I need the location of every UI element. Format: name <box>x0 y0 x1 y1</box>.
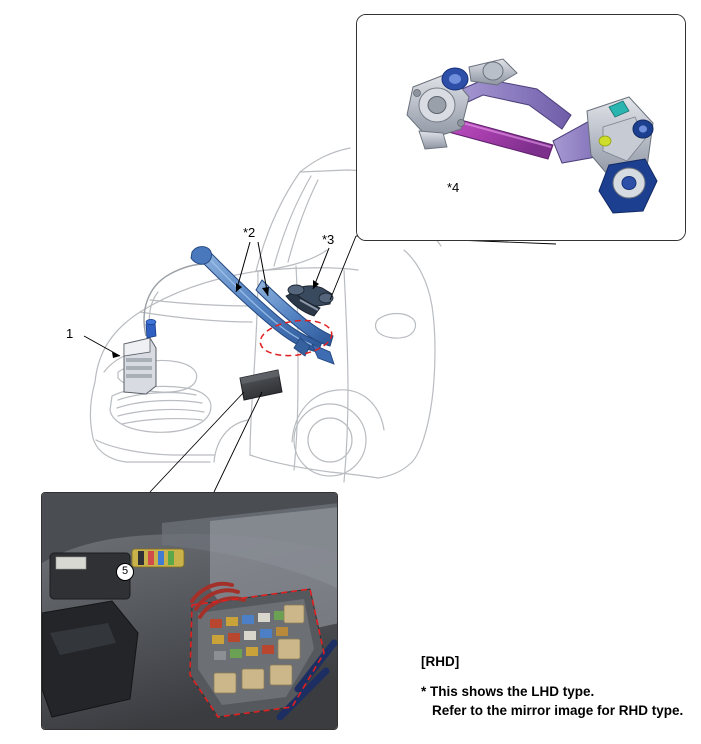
callout-1: 1 <box>66 326 74 341</box>
notes-block <box>421 652 686 721</box>
rhd-tag: [RHD] <box>421 654 460 669</box>
callout-4: *4 <box>447 180 460 195</box>
callout-5: 5 <box>116 563 134 581</box>
engine-fuse-box-part <box>240 370 282 400</box>
note-line-1: * This shows the LHD type. <box>421 683 595 699</box>
wiper-linkage-graphic <box>357 15 686 241</box>
wiper-linkage-photo <box>356 14 686 241</box>
note-line-2: Refer to the mirror image for RHD type. <box>432 703 684 719</box>
callout-2: *2 <box>243 225 256 240</box>
engine-room-fuse-box-photo <box>41 492 338 730</box>
washer-reservoir-part <box>124 319 156 394</box>
callout-3: *3 <box>322 232 335 247</box>
fuse-box-photo-graphic <box>42 493 338 730</box>
